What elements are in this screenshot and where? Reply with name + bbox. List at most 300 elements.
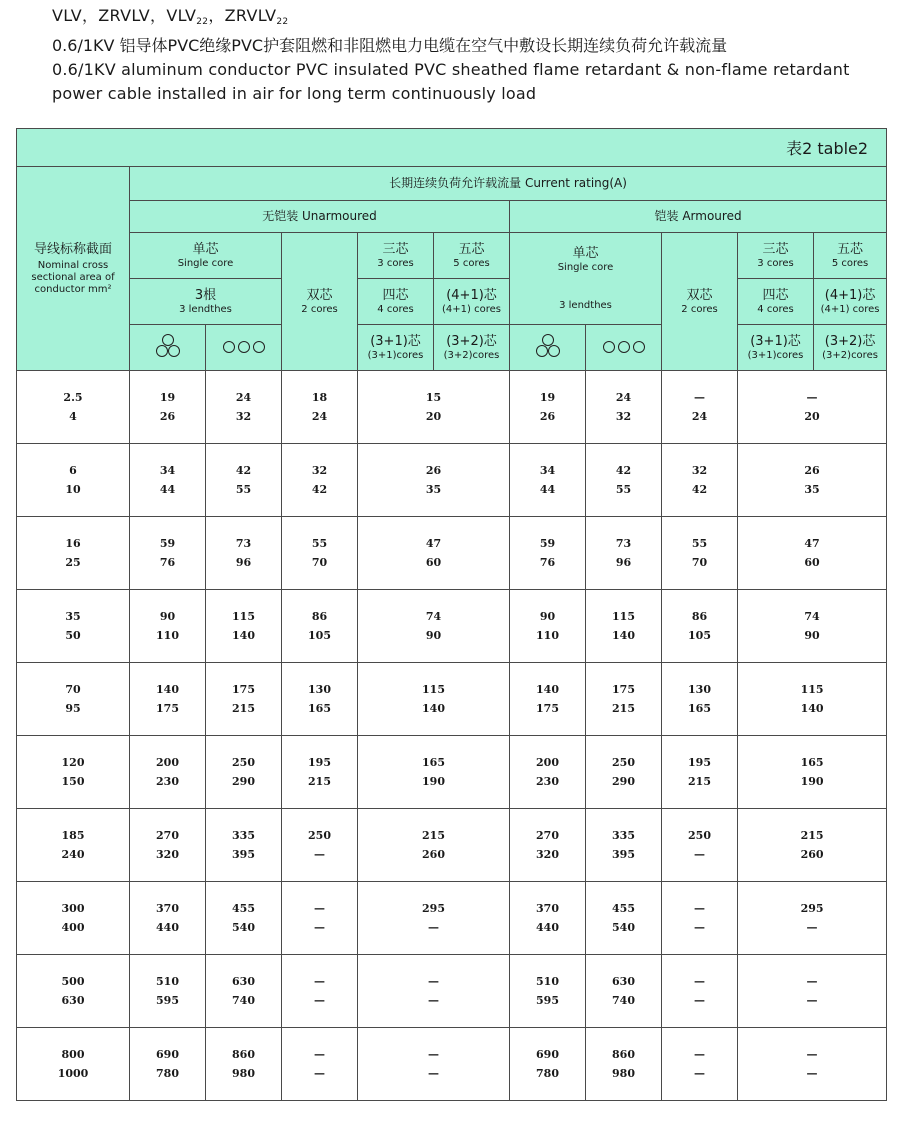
a-five-cores-cn: 五芯 (837, 241, 864, 257)
cell-value: — (314, 921, 325, 934)
cell-u-tre (130, 1028, 206, 1101)
cell-u-flat (206, 809, 282, 882)
cell-value: 290 (612, 775, 635, 788)
table-row (17, 663, 887, 736)
cell-a-flat (586, 809, 662, 882)
cell-value: 32 (311, 464, 328, 477)
cell-value: — (806, 994, 818, 1007)
model-vlv: VLV (52, 6, 82, 25)
cell-value: 130 (308, 683, 331, 696)
armoured-header (510, 201, 887, 233)
u-single-core-en: Single core (177, 257, 234, 269)
model-zrvlv: ZRVLV (98, 6, 151, 25)
cell-value: 96 (615, 556, 632, 569)
cell-u-two (282, 663, 358, 736)
cell-value: 26 (159, 410, 176, 423)
cell-value: 195 (308, 756, 331, 769)
cell-value: 90 (804, 629, 820, 642)
u-flat-cell (206, 325, 282, 371)
cell-value: 800 (61, 1048, 85, 1061)
cell-value: — (806, 1048, 818, 1061)
cell-value: — (314, 1067, 325, 1080)
cell-value: 20 (425, 410, 442, 423)
u-three-one-header (358, 325, 434, 371)
cell-value: 690 (536, 1048, 559, 1061)
cell-value: 370 (536, 902, 559, 915)
cell-value: — (428, 921, 439, 934)
cell-value: 980 (612, 1067, 635, 1080)
cell-value: 690 (156, 1048, 179, 1061)
cell-section (17, 371, 130, 444)
section-header-cn: 导线标称截面 (33, 241, 112, 257)
cell-value: — (428, 975, 439, 988)
cell-value: 300 (61, 902, 85, 915)
cell-u-two (282, 517, 358, 590)
cell-a-flat (586, 590, 662, 663)
table-row (17, 809, 887, 882)
u-two-cores-en: 2 cores (301, 303, 338, 315)
cell-value: 500 (61, 975, 85, 988)
cell-a-multi (738, 444, 887, 517)
cell-a-flat (586, 736, 662, 809)
cell-u-two (282, 444, 358, 517)
u-trefoil-cell (130, 325, 206, 371)
cell-value: 76 (159, 556, 176, 569)
cell-value: — (806, 975, 818, 988)
cell-value: 60 (425, 556, 442, 569)
cell-a-multi (738, 1028, 887, 1101)
cell-u-two (282, 590, 358, 663)
cell-value: 540 (232, 921, 255, 934)
rating-header-text: 长期连续负荷允许载流量 Current rating(A) (389, 176, 627, 190)
cell-value: 260 (422, 848, 445, 861)
cell-value: 34 (159, 464, 176, 477)
cell-value: 16 (65, 537, 81, 550)
cell-value: 24 (235, 391, 252, 404)
cell-value: 86 (691, 610, 708, 623)
cell-u-tre (130, 663, 206, 736)
model-codes: VLV，ZRVLV，$VLV_{22}$，$ZRVLV_{22}$ (52, 6, 289, 27)
a-three-one-header (738, 325, 814, 371)
a-five-cores-en: 5 cores (831, 257, 869, 269)
cell-value: 295 (800, 902, 824, 915)
cell-value: 200 (156, 756, 179, 769)
a-four-one-cn: (4+1)芯 (824, 287, 876, 303)
cell-u-multi (358, 517, 510, 590)
a-five-cores-header (814, 233, 887, 279)
cell-value: — (694, 921, 705, 934)
cell-value: 455 (612, 902, 635, 915)
cell-u-multi (358, 1028, 510, 1101)
cell-a-flat (586, 517, 662, 590)
cell-u-tre (130, 882, 206, 955)
cell-a-multi (738, 517, 887, 590)
cell-value: 140 (612, 629, 635, 642)
cell-section (17, 736, 130, 809)
cell-u-multi (358, 882, 510, 955)
cell-value: 175 (612, 683, 635, 696)
cell-value: 44 (159, 483, 176, 496)
a-trefoil-cell (510, 325, 586, 371)
cell-value: 455 (232, 902, 255, 915)
cell-value: 50 (65, 629, 81, 642)
cell-value: — (694, 1067, 705, 1080)
cell-value: 250 (232, 756, 255, 769)
model-vlv22-sub: 22 (196, 17, 209, 27)
cell-value: 165 (308, 702, 331, 715)
cell-value: — (428, 1048, 439, 1061)
table-row (17, 590, 887, 663)
u-four-cores-en: 4 cores (377, 303, 414, 315)
cell-value: — (314, 848, 325, 861)
cell-value: — (694, 848, 705, 861)
cell-value: 140 (536, 683, 559, 696)
u-three-root-cn: 3根 (194, 287, 217, 303)
table-row (17, 1028, 887, 1101)
u-two-cores-header (282, 233, 358, 371)
cell-u-two (282, 882, 358, 955)
u-three-two-en: (3+2)cores (443, 349, 500, 361)
cell-value: 190 (422, 775, 445, 788)
cell-a-multi (738, 663, 887, 736)
a-three-two-en: (3+2)cores (822, 349, 878, 361)
cell-value: 215 (688, 775, 711, 788)
cell-u-tre (130, 590, 206, 663)
cell-value: 440 (156, 921, 179, 934)
cell-value: 18 (311, 391, 328, 404)
cell-section (17, 517, 130, 590)
cell-value: 165 (688, 702, 711, 715)
cell-value: 35 (425, 483, 442, 496)
cell-value: 10 (65, 483, 81, 496)
a-single-core-en: Single core (557, 261, 614, 273)
cell-value: 24 (311, 410, 328, 423)
cell-a-tre (510, 1028, 586, 1101)
cell-value: 540 (612, 921, 635, 934)
cell-value: — (694, 994, 705, 1007)
flat-circles-icon (603, 341, 645, 353)
cell-u-flat (206, 371, 282, 444)
cell-value: 395 (232, 848, 255, 861)
cell-value: 250 (612, 756, 635, 769)
cell-a-flat (586, 371, 662, 444)
cell-value: 35 (804, 483, 820, 496)
cell-u-two (282, 736, 358, 809)
section-header-en: Nominal cross sectional area of conductor mm² (31, 259, 115, 295)
table-row (17, 882, 887, 955)
cell-value: 110 (156, 629, 179, 642)
document-header (52, 6, 850, 106)
cell-value: 70 (691, 556, 708, 569)
cell-value: 630 (612, 975, 635, 988)
cell-value: 26 (425, 464, 442, 477)
cell-value: 630 (61, 994, 85, 1007)
cell-value: 370 (156, 902, 179, 915)
cell-value: 95 (65, 702, 81, 715)
a-two-cores-cn: 双芯 (686, 287, 713, 303)
cell-value: 335 (232, 829, 255, 842)
cell-value: 59 (539, 537, 556, 550)
cell-value: 140 (422, 702, 445, 715)
cell-value: 32 (235, 410, 252, 423)
cell-value: 47 (804, 537, 820, 550)
cell-value: — (428, 994, 439, 1007)
cell-value: 270 (156, 829, 179, 842)
cell-a-two (662, 371, 738, 444)
cell-value: 190 (800, 775, 824, 788)
cell-a-tre (510, 663, 586, 736)
cell-value: 105 (688, 629, 711, 642)
cell-value: 740 (232, 994, 255, 1007)
cell-value: 42 (235, 464, 252, 477)
cell-value: 980 (232, 1067, 255, 1080)
a-four-cores-en: 4 cores (757, 303, 794, 315)
model-zrvlv22: ZRVLV (224, 6, 277, 25)
cell-u-flat (206, 444, 282, 517)
cell-value: 140 (156, 683, 179, 696)
u-four-cores-cn: 四芯 (382, 287, 409, 303)
u-three-one-cn: (3+1)芯 (370, 333, 421, 349)
cell-u-multi (358, 809, 510, 882)
rating-header (130, 167, 887, 201)
cell-value: 215 (422, 829, 445, 842)
cell-value: 59 (159, 537, 176, 550)
model-zrvlv22-sub: 22 (276, 17, 289, 27)
cell-a-tre (510, 955, 586, 1028)
cell-value: 70 (311, 556, 328, 569)
cell-value: 440 (536, 921, 559, 934)
cell-value: 32 (615, 410, 632, 423)
title-english-line1: 0.6/1KV aluminum conductor PVC insulated PVC sheathed flame retardant & non-flame retardant (52, 60, 850, 79)
cell-value: 260 (800, 848, 824, 861)
table-label: 表2 table2 (17, 129, 887, 167)
cell-u-two (282, 371, 358, 444)
cell-value: — (694, 1048, 705, 1061)
cell-value: 395 (612, 848, 635, 861)
cell-a-two (662, 882, 738, 955)
cell-value: 73 (615, 537, 632, 550)
cell-a-tre (510, 882, 586, 955)
cell-a-tre (510, 517, 586, 590)
a-three-two-header (814, 325, 887, 371)
cell-value: — (694, 902, 705, 915)
a-three-two-cn: (3+2)芯 (824, 333, 876, 349)
cell-section (17, 1028, 130, 1101)
cell-value: 400 (61, 921, 85, 934)
cell-value: 4 (69, 410, 77, 423)
model-vlv22: VLV (166, 6, 197, 25)
a-single-core-cn: 单芯 (572, 245, 599, 261)
table-body (17, 371, 887, 1101)
cell-u-flat (206, 1028, 282, 1101)
cell-value: 215 (308, 775, 331, 788)
cell-a-flat (586, 955, 662, 1028)
cell-u-multi (358, 663, 510, 736)
u-three-cores-cn: 三芯 (382, 241, 409, 257)
cell-value: 42 (691, 483, 708, 496)
cell-section (17, 663, 130, 736)
cell-value: 24 (691, 410, 708, 423)
a-three-cores-en: 3 cores (757, 257, 794, 269)
cell-u-tre (130, 736, 206, 809)
cell-value: 19 (539, 391, 556, 404)
cell-value: 35 (65, 610, 81, 623)
u-four-one-cn: (4+1)芯 (446, 287, 497, 303)
cell-u-multi (358, 371, 510, 444)
cell-a-tre (510, 444, 586, 517)
cell-value: — (806, 921, 818, 934)
a-three-cores-cn: 三芯 (762, 241, 789, 257)
cell-value: 200 (536, 756, 559, 769)
cell-u-flat (206, 590, 282, 663)
cell-a-flat (586, 663, 662, 736)
u-single-core-cn: 单芯 (192, 241, 219, 257)
a-three-one-cn: (3+1)芯 (750, 333, 801, 349)
cell-a-multi (738, 590, 887, 663)
cell-value: 250 (308, 829, 331, 842)
cell-value: 240 (61, 848, 85, 861)
cell-value: — (314, 902, 325, 915)
cell-value: 34 (539, 464, 556, 477)
cell-u-flat (206, 736, 282, 809)
cell-value: 60 (804, 556, 820, 569)
cell-u-tre (130, 809, 206, 882)
cell-value: 740 (612, 994, 635, 1007)
cell-section (17, 590, 130, 663)
cell-a-two (662, 736, 738, 809)
cell-u-flat (206, 955, 282, 1028)
a-flat-cell (586, 325, 662, 371)
cell-value: 595 (536, 994, 559, 1007)
cell-value: 290 (232, 775, 255, 788)
section-header (17, 167, 130, 371)
cell-value: 105 (308, 629, 331, 642)
cell-value: — (694, 975, 705, 988)
cell-value: 175 (232, 683, 255, 696)
cell-value: 115 (422, 683, 445, 696)
cell-value: 44 (539, 483, 556, 496)
cell-a-flat (586, 1028, 662, 1101)
cell-value: — (806, 391, 818, 404)
cell-value: — (428, 1067, 439, 1080)
cell-value: 90 (425, 629, 442, 642)
cell-value: 6 (69, 464, 77, 477)
cell-value: 140 (800, 702, 824, 715)
cell-value: 70 (65, 683, 81, 696)
a-four-one-header (814, 279, 887, 325)
cell-value: 780 (156, 1067, 179, 1080)
u-five-cores-cn: 五芯 (458, 241, 485, 257)
cell-value: 295 (422, 902, 445, 915)
u-two-cores-cn: 双芯 (306, 287, 333, 303)
cell-a-flat (586, 444, 662, 517)
cell-u-tre (130, 517, 206, 590)
cell-a-multi (738, 809, 887, 882)
u-four-one-en: (4+1) cores (442, 303, 501, 315)
a-four-cores-header (738, 279, 814, 325)
cell-value: 15 (425, 391, 442, 404)
cell-value: 140 (232, 629, 255, 642)
current-rating-table (16, 128, 887, 1101)
cell-value: 780 (536, 1067, 559, 1080)
u-five-cores-en: 5 cores (453, 257, 490, 269)
u-three-root-header (130, 279, 282, 325)
cell-value: 90 (159, 610, 176, 623)
cell-u-multi (358, 444, 510, 517)
u-four-one-header (434, 279, 510, 325)
cell-a-multi (738, 882, 887, 955)
cell-value: — (314, 994, 325, 1007)
cell-u-tre (130, 371, 206, 444)
cell-value: 26 (539, 410, 556, 423)
cell-value: 55 (311, 537, 328, 550)
cell-value: 215 (232, 702, 255, 715)
cell-value: 115 (612, 610, 635, 623)
cell-value: 510 (536, 975, 559, 988)
cell-value: 20 (804, 410, 820, 423)
title-english-line2: power cable installed in air for long term continuously load (52, 84, 537, 103)
cell-value: 115 (232, 610, 255, 623)
cell-value: 25 (65, 556, 81, 569)
cell-value: 26 (804, 464, 820, 477)
unarmoured-text: 无铠装 Unarmoured (262, 209, 377, 223)
u-three-one-en: (3+1)cores (367, 349, 424, 361)
a-three-cores-header (738, 233, 814, 279)
cell-u-flat (206, 663, 282, 736)
cell-value: 175 (156, 702, 179, 715)
cell-value: 165 (800, 756, 824, 769)
cell-value: 42 (615, 464, 632, 477)
cell-a-two (662, 444, 738, 517)
a-three-one-en: (3+1)cores (747, 349, 804, 361)
cell-u-multi (358, 590, 510, 663)
cell-u-two (282, 1028, 358, 1101)
cell-value: 2.5 (63, 391, 83, 404)
table-row (17, 371, 887, 444)
cell-u-flat (206, 517, 282, 590)
cell-a-two (662, 517, 738, 590)
cell-value: 185 (61, 829, 85, 842)
cell-value: — (806, 1067, 818, 1080)
cell-section (17, 444, 130, 517)
cell-value: — (694, 391, 705, 404)
cell-value: 215 (800, 829, 824, 842)
cell-value: 19 (159, 391, 176, 404)
u-five-cores-header (434, 233, 510, 279)
cell-section (17, 809, 130, 882)
a-four-one-en: (4+1) cores (820, 303, 880, 315)
cell-value: 42 (311, 483, 328, 496)
u-single-core-header (130, 233, 282, 279)
cell-value: 86 (311, 610, 328, 623)
u-four-cores-header (358, 279, 434, 325)
cell-value: 215 (612, 702, 635, 715)
trefoil-circles-icon (153, 333, 183, 359)
a-three-lengths-en: 3 lendthes (559, 299, 612, 311)
table-row (17, 736, 887, 809)
cell-a-two (662, 955, 738, 1028)
cell-value: 55 (691, 537, 708, 550)
cell-value: 320 (536, 848, 559, 861)
a-single-core-header (510, 233, 662, 325)
cell-value: 32 (691, 464, 708, 477)
cell-value: 150 (61, 775, 85, 788)
cell-value: 630 (232, 975, 255, 988)
cell-a-two (662, 809, 738, 882)
title-chinese: 0.6/1KV 铝导体PVC绝缘PVC护套阻燃和非阻燃电力电缆在空气中敷设长期连续负荷允许载流量 (52, 36, 728, 55)
cell-u-two (282, 809, 358, 882)
cell-a-tre (510, 371, 586, 444)
